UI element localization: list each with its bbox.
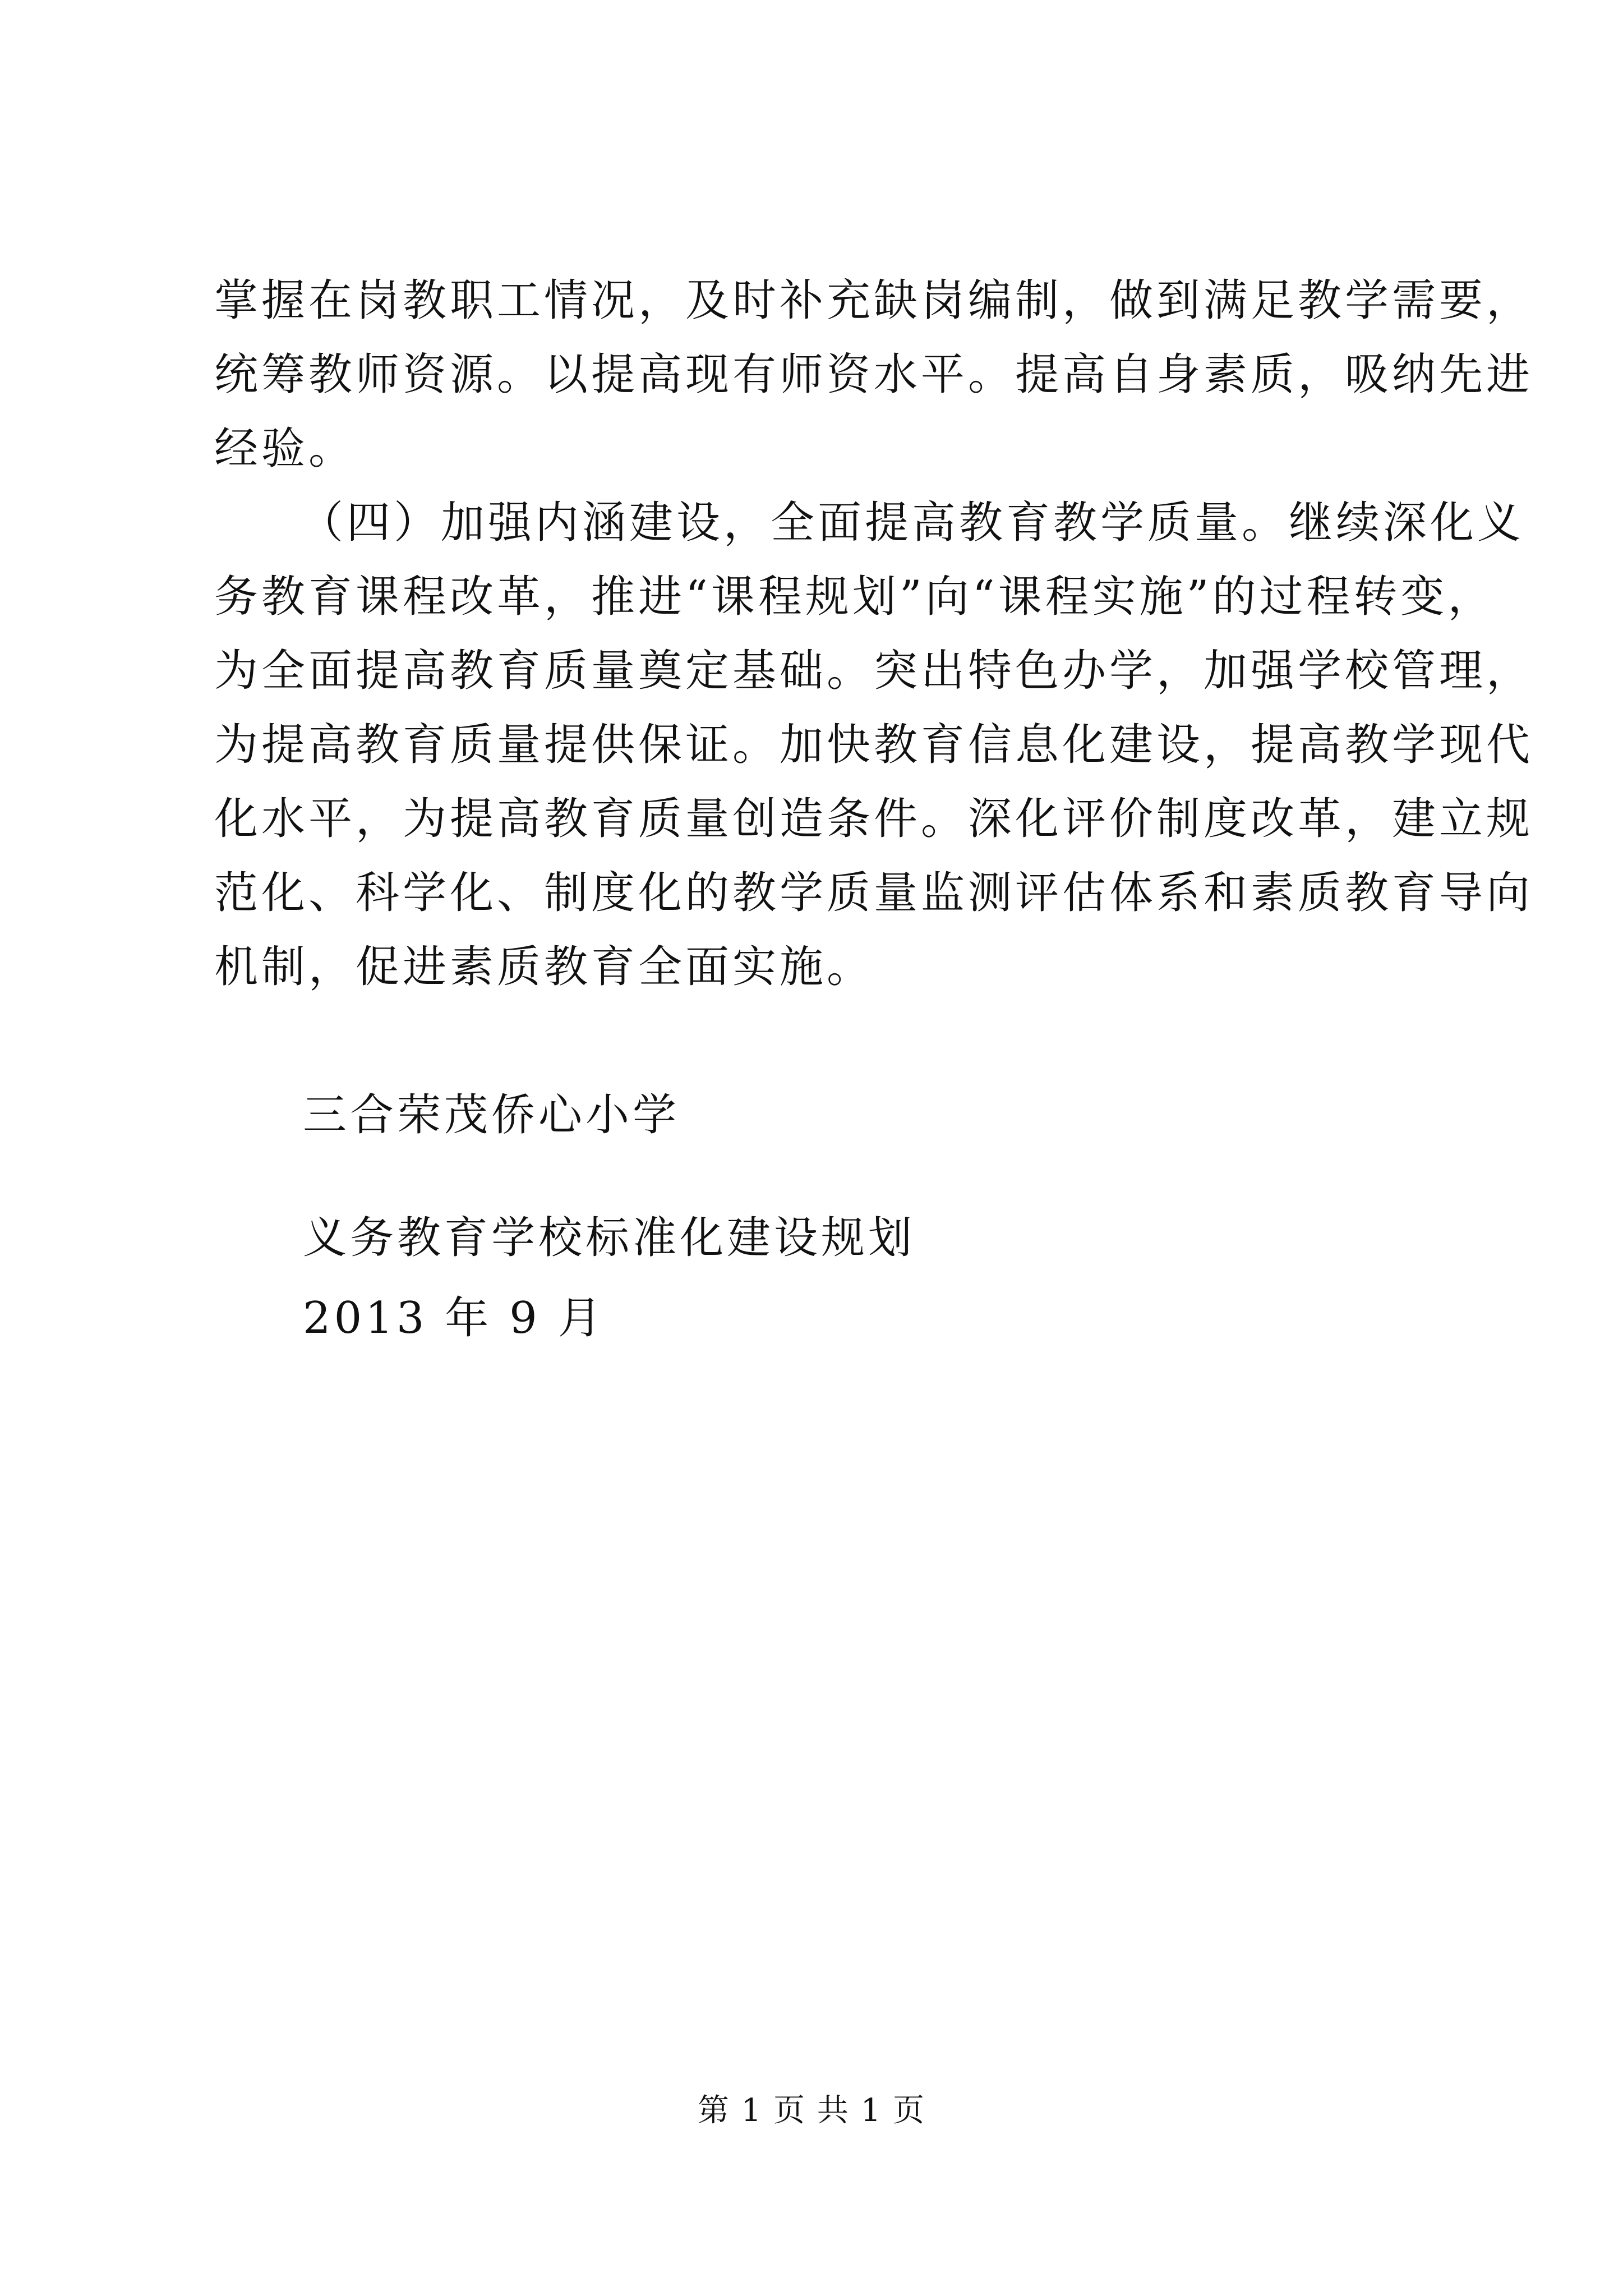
paragraph-line: 范化、科学化、制度化的教学质量监测评估体系和素质教育导向 xyxy=(214,868,1534,918)
paragraph-quality xyxy=(214,486,1534,1004)
paragraph-line: 掌握在岗教职工情况，及时补充缺岗编制，做到满足教学需要， xyxy=(214,275,1534,326)
paragraph-line: 化水平，为提高教育质量创造条件。深化评价制度改革，建立规 xyxy=(214,794,1534,844)
page-number-footer: 第 1 页 共 1 页 xyxy=(697,2092,926,2129)
signature-school: 三合荣茂侨心小学 xyxy=(303,1090,680,1140)
paragraph-line: 经验。 xyxy=(214,424,356,474)
paragraph-line: 为提高教育质量提供保证。加快教育信息化建设，提高教学现代 xyxy=(214,720,1534,770)
signature-title: 义务教育学校标准化建设规划 xyxy=(303,1213,916,1263)
paragraph-line: 为全面提高教育质量奠定基础。突出特色办学，加强学校管理， xyxy=(214,646,1534,696)
paragraph-line: （四）加强内涵建设，全面提高教育教学质量。继续深化义 xyxy=(299,498,1525,548)
paragraph-line: 统筹教师资源。以提高现有师资水平。提高自身素质，吸纳先进 xyxy=(214,349,1534,400)
paragraph-line: 务教育课程改革，推进“课程规划”向“课程实施”的过程转变， xyxy=(214,572,1495,622)
signature-date: 2013 年 9 月 xyxy=(303,1293,605,1343)
paragraph-staffing xyxy=(214,264,1534,486)
paragraph-line: 机制，促进素质教育全面实施。 xyxy=(214,942,874,992)
